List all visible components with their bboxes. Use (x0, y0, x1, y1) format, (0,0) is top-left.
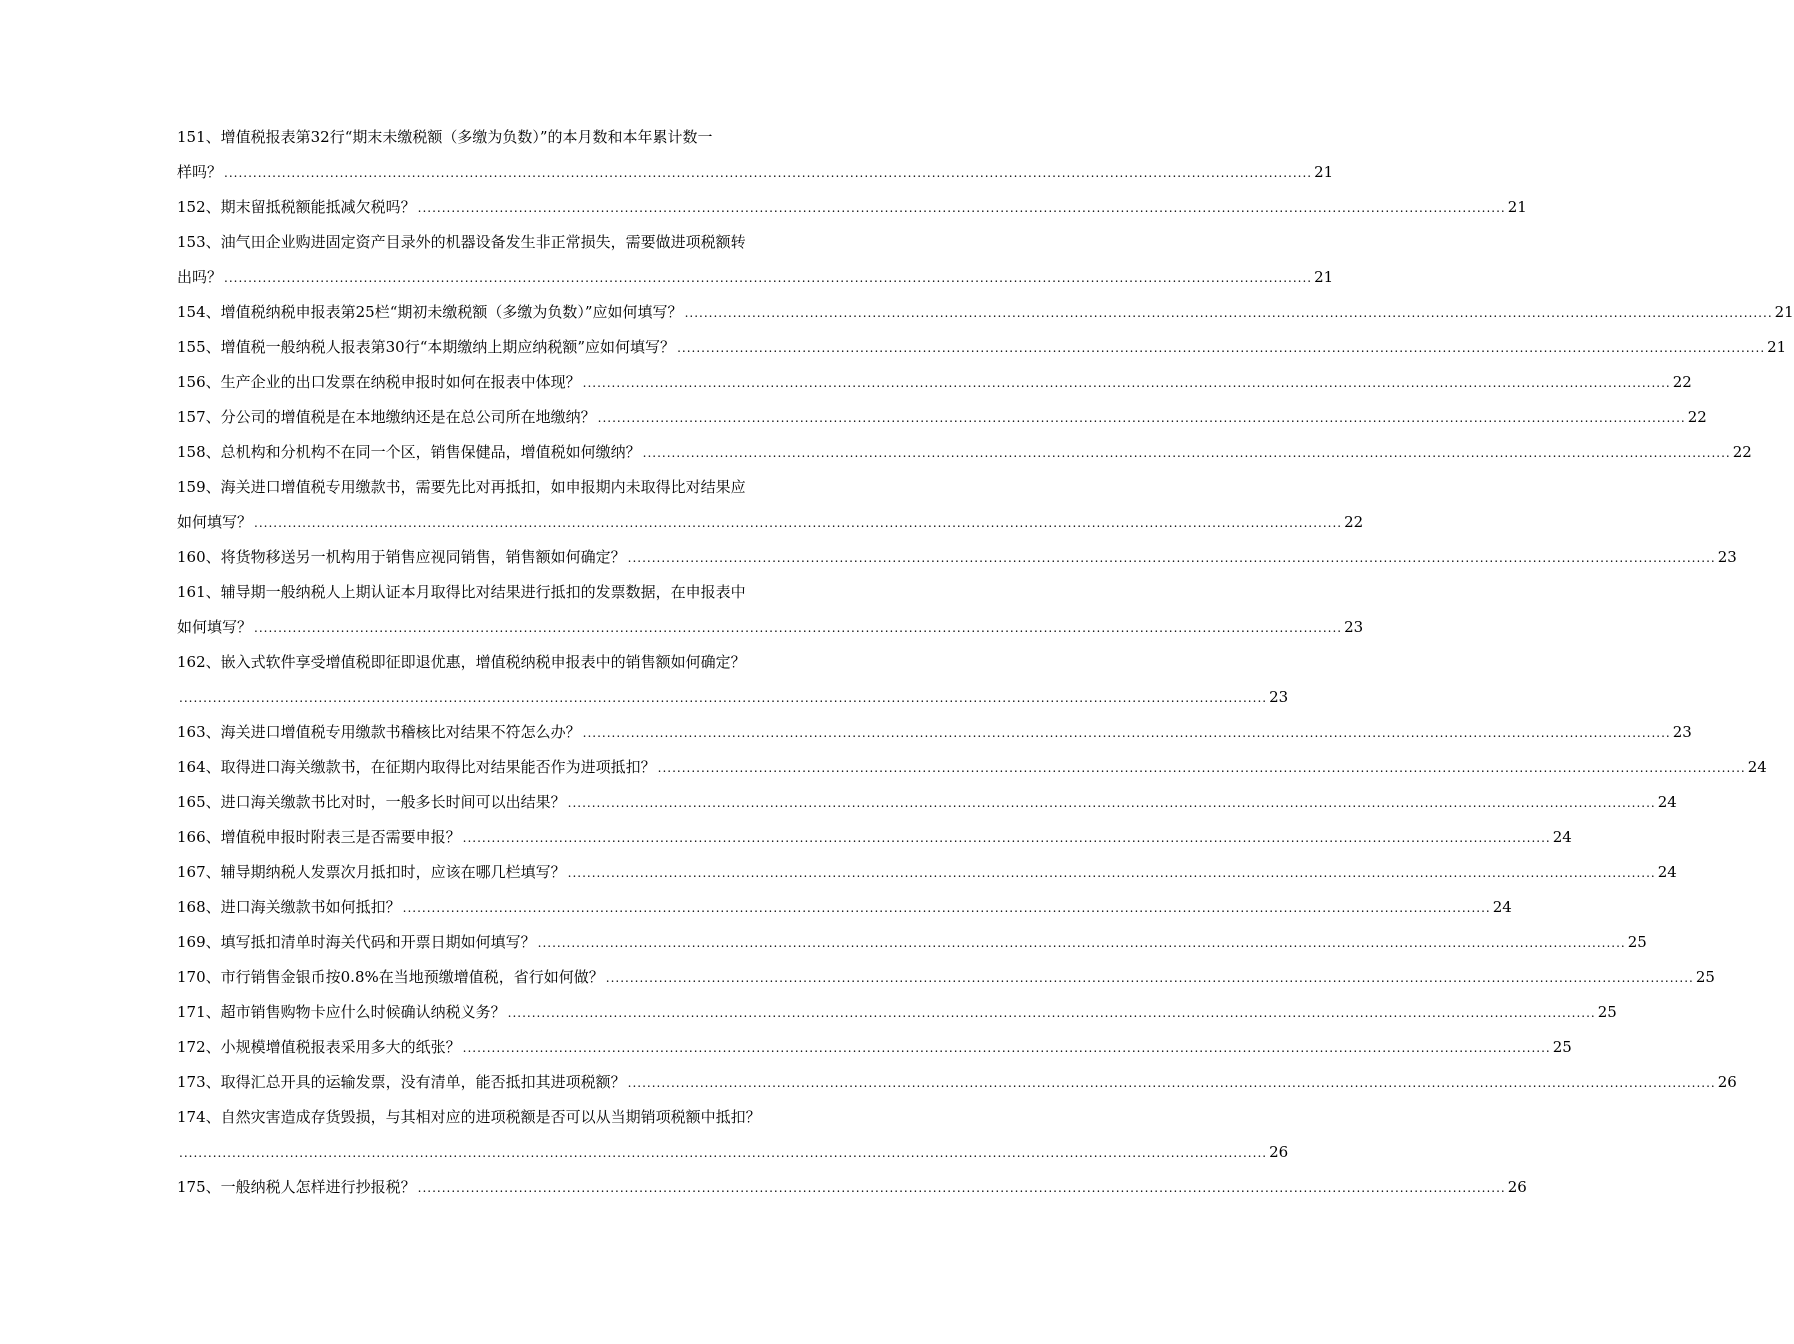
toc-entry[interactable] (177, 1030, 1572, 1065)
toc-entry-text: 155、增值税一般纳税人报表第30行“本期缴纳上期应纳税额”应如何填写？ (177, 338, 676, 356)
toc-entry[interactable] (177, 785, 1677, 820)
toc-page-number: 24 (1492, 898, 1512, 916)
toc-entry-text: 163、海关进口增值税专用缴款书稽核比对结果不符怎么办？ (177, 723, 581, 741)
toc-line (177, 435, 1752, 470)
toc-line (177, 610, 1364, 645)
toc-line (177, 680, 1289, 715)
toc-entry-text: 172、小规模增值税报表采用多大的纸张？ (177, 1038, 461, 1056)
toc-page-number: 21 (1314, 163, 1334, 181)
toc-line (177, 505, 1364, 540)
toc-entry[interactable] (177, 1100, 1289, 1170)
toc-entry[interactable] (177, 925, 1647, 960)
toc-entry-text: 166、增值税申报时附表三是否需要申报？ (177, 828, 461, 846)
toc-entry[interactable] (177, 295, 1794, 330)
toc-page-number: 24 (1552, 828, 1572, 846)
toc-entry[interactable] (177, 1065, 1737, 1100)
toc-entry-text: 153、油气田企业购进固定资产目录外的机器设备发生非正常损失，需要做进项税额转 (177, 233, 746, 251)
toc-entry-text: 164、取得进口海关缴款书，在征期内取得比对结果能否作为进项抵扣？ (177, 758, 656, 776)
toc-line (177, 1030, 1572, 1065)
dot-leader (598, 401, 1686, 436)
toc-entry[interactable] (177, 365, 1692, 400)
toc-line (177, 890, 1512, 925)
toc-entry-text: 170、市行销售金银币按0.8%在当地预缴增值税，省行如何做？ (177, 968, 604, 986)
dot-leader (224, 156, 1312, 191)
toc-entry[interactable] (177, 225, 1334, 295)
dot-leader (508, 996, 1596, 1031)
toc-page-number: 23 (1717, 548, 1737, 566)
toc-entry[interactable] (177, 645, 1289, 715)
toc-page-number: 24 (1657, 793, 1677, 811)
toc-entry-text: 样吗？ (177, 163, 223, 181)
toc-entry-text: 151、增值税报表第32行“期末未缴税额（多缴为负数）”的本月数和本年累计数一 (177, 128, 713, 146)
toc-line (177, 365, 1692, 400)
toc-page-number: 21 (1314, 268, 1334, 286)
toc-page-number: 21 (1767, 338, 1787, 356)
dot-leader (568, 786, 1656, 821)
dot-leader (418, 1171, 1506, 1206)
dot-leader (538, 926, 1626, 961)
toc-line (177, 925, 1647, 960)
dot-leader (568, 856, 1656, 891)
toc-line (177, 1065, 1737, 1100)
dot-leader (677, 331, 1765, 366)
dot-leader (403, 891, 1491, 926)
dot-leader (179, 1136, 1267, 1171)
toc-page-number: 24 (1657, 863, 1677, 881)
toc-line (177, 575, 807, 610)
toc-line (177, 330, 1787, 365)
dot-leader (658, 751, 1746, 786)
toc-entry-text: 157、分公司的增值税是在本地缴纳还是在总公司所在地缴纳？ (177, 408, 596, 426)
dot-leader (179, 681, 1267, 716)
dot-leader (463, 1031, 1551, 1066)
dot-leader (583, 366, 1671, 401)
toc-line (177, 785, 1677, 820)
toc-entry[interactable] (177, 995, 1617, 1030)
toc-page-number: 23 (1672, 723, 1692, 741)
toc-entry-text: 158、总机构和分机构不在同一个区，销售保健品，增值税如何缴纳？ (177, 443, 641, 461)
toc-page-number: 25 (1695, 968, 1715, 986)
toc-page-number: 21 (1774, 303, 1794, 321)
toc-entry[interactable] (177, 330, 1787, 365)
toc-entry[interactable] (177, 890, 1512, 925)
toc-entry[interactable] (177, 715, 1692, 750)
toc-page-number: 23 (1344, 618, 1364, 636)
toc-entry[interactable] (177, 575, 1364, 645)
toc-entry[interactable] (177, 470, 1364, 540)
toc-line (177, 400, 1707, 435)
toc-entry-text: 167、辅导期纳税人发票次月抵扣时，应该在哪几栏填写？ (177, 863, 566, 881)
toc-page-number: 22 (1344, 513, 1364, 531)
toc-line (177, 190, 1527, 225)
dot-leader (463, 821, 1551, 856)
dot-leader (685, 296, 1773, 331)
dot-leader (224, 261, 1312, 296)
toc-line (177, 750, 1767, 785)
dot-leader (628, 1066, 1716, 1101)
toc-entry-text: 168、进口海关缴款书如何抵扣？ (177, 898, 401, 916)
toc-line (177, 295, 1794, 330)
toc-page-number: 26 (1717, 1073, 1737, 1091)
toc-line (177, 1170, 1527, 1205)
dot-leader (583, 716, 1671, 751)
toc-entry[interactable] (177, 120, 1334, 190)
toc-line (177, 120, 807, 155)
dot-leader (606, 961, 1694, 996)
toc-line (177, 715, 1692, 750)
toc-entry-text: 161、辅导期一般纳税人上期认证本月取得比对结果进行抵扣的发票数据，在申报表中 (177, 583, 746, 601)
toc-entry-text: 如何填写？ (177, 513, 253, 531)
toc-page-number: 25 (1552, 1038, 1572, 1056)
toc-page-number: 25 (1627, 933, 1647, 951)
toc-line (177, 960, 1715, 995)
toc-line (177, 645, 807, 680)
toc-page-number: 26 (1507, 1178, 1527, 1196)
toc-entry-text: 154、增值税纳税申报表第25栏“期初未缴税额（多缴为负数）”应如何填写？ (177, 303, 683, 321)
dot-leader (418, 191, 1506, 226)
toc-page-number: 22 (1732, 443, 1752, 461)
toc-entry[interactable] (177, 1170, 1527, 1205)
toc-entry-text: 162、嵌入式软件享受增值税即征即退优惠，增值税纳税申报表中的销售额如何确定？ (177, 653, 746, 671)
toc-entry-text: 160、将货物移送另一机构用于销售应视同销售，销售额如何确定？ (177, 548, 626, 566)
toc-line (177, 1135, 1289, 1170)
table-of-contents (177, 120, 1794, 1205)
toc-page-number: 22 (1687, 408, 1707, 426)
toc-page-number: 26 (1269, 1143, 1289, 1161)
dot-leader (643, 436, 1731, 471)
toc-line (177, 155, 1334, 190)
dot-leader (628, 541, 1716, 576)
toc-entry[interactable] (177, 435, 1752, 470)
toc-page-number: 21 (1507, 198, 1527, 216)
toc-entry[interactable] (177, 540, 1737, 575)
toc-line (177, 225, 807, 260)
toc-entry-text: 156、生产企业的出口发票在纳税申报时如何在报表中体现？ (177, 373, 581, 391)
toc-entry-text: 165、进口海关缴款书比对时，一般多长时间可以出结果？ (177, 793, 566, 811)
toc-entry-text: 出吗？ (177, 268, 223, 286)
toc-page-number: 23 (1269, 688, 1289, 706)
toc-line (177, 995, 1617, 1030)
toc-entry-text: 152、期末留抵税额能抵减欠税吗？ (177, 198, 416, 216)
dot-leader (254, 506, 1342, 541)
toc-page-number: 25 (1597, 1003, 1617, 1021)
toc-entry[interactable] (177, 400, 1707, 435)
toc-line (177, 470, 807, 505)
toc-entry[interactable] (177, 960, 1715, 995)
toc-entry[interactable] (177, 190, 1527, 225)
toc-entry-text: 169、填写抵扣清单时海关代码和开票日期如何填写？ (177, 933, 536, 951)
dot-leader (254, 611, 1342, 646)
toc-entry-text: 173、取得汇总开具的运输发票，没有清单，能否抵扣其进项税额？ (177, 1073, 626, 1091)
toc-entry-text: 174、自然灾害造成存货毁损，与其相对应的进项税额是否可以从当期销项税额中抵扣？ (177, 1108, 761, 1126)
toc-entry-text: 159、海关进口增值税专用缴款书，需要先比对再抵扣，如申报期内未取得比对结果应 (177, 478, 746, 496)
toc-line (177, 820, 1572, 855)
toc-entry-text: 171、超市销售购物卡应什么时候确认纳税义务？ (177, 1003, 506, 1021)
toc-entry[interactable] (177, 750, 1767, 785)
toc-entry-text: 如何填写？ (177, 618, 253, 636)
toc-page-number: 24 (1747, 758, 1767, 776)
toc-entry[interactable] (177, 855, 1677, 890)
toc-entry-text: 175、一般纳税人怎样进行抄报税？ (177, 1178, 416, 1196)
toc-line (177, 1100, 807, 1135)
toc-page-number: 22 (1672, 373, 1692, 391)
toc-line (177, 855, 1677, 890)
toc-line (177, 260, 1334, 295)
toc-line (177, 540, 1737, 575)
toc-entry[interactable] (177, 820, 1572, 855)
